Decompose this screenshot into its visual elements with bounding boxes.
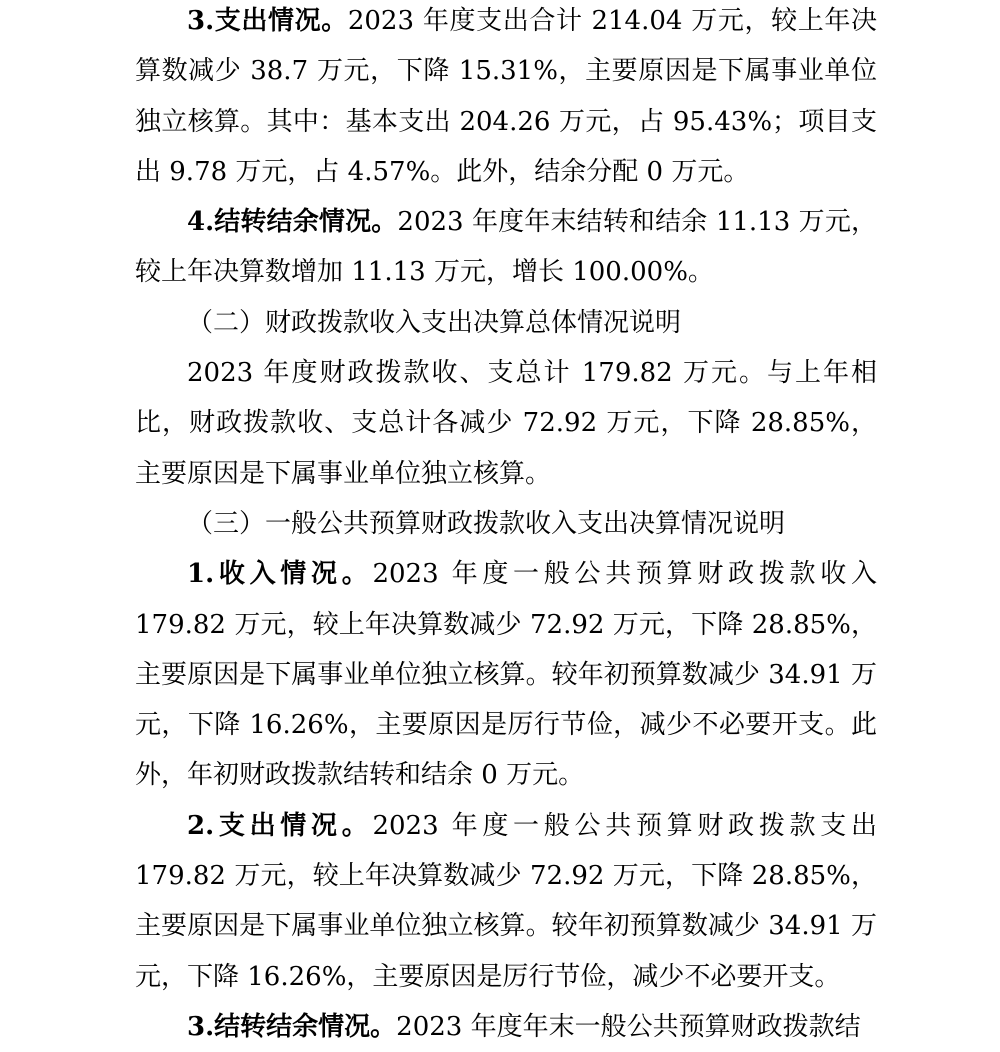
- section-heading-fiscal-total: （二）财政拨款收入支出决算总体情况说明: [187, 307, 682, 338]
- paragraph-body: 2023 年度年末一般公共预算财政拨款结: [396, 1011, 861, 1042]
- paragraph-title: 3.支出情况。: [187, 6, 348, 36]
- paragraph-body: 2023 年度支出合计 214.04 万元，较上年决算数减少 38.7 万元，下降 15.31%，主要原因是下属事业单位独立核算。其中：基本支出 204.26 万元，占 95.43%；项目支出 9.78 万元，占 4.57%。此外，结余分配 0 万元。: [135, 6, 877, 187]
- document-page: [135, 0, 877, 1052]
- section-heading-general-budget: （三）一般公共预算财政拨款收入支出决算情况说明: [187, 508, 786, 539]
- paragraph-body: 2023 年度年末结转和结余 11.13 万元，较上年决算数增加 11.13 万元，增长 100.00%。: [135, 207, 877, 288]
- paragraph-body: 2023 年度一般公共预算财政拨款支出 179.82 万元，较上年决算数减少 72.92 万元，下降 28.85%，主要原因是下属事业单位独立核算。较年初预算数减少 34.91 万元，下降 16.26%，主要原因是厉行节俭，减少不必要开支。: [135, 810, 877, 992]
- paragraph-general-income: [135, 549, 877, 800]
- paragraph-carryover: [135, 197, 877, 298]
- paragraph-title: 1.收入情况。: [187, 559, 373, 590]
- paragraph-body: 2023 年度一般公共预算财政拨款收入 179.82 万元，较上年决算数减少 72.92 万元，下降 28.85%，主要原因是下属事业单位独立核算。较年初预算数减少 34.91 万元，下降 16.26%，主要原因是厉行节俭，减少不必要开支。此外，年初财政拨款结转和结余 0 万元。: [135, 559, 877, 791]
- paragraph-title: 2.支出情况。: [187, 810, 373, 841]
- paragraph-title: 4.结转结余情况。: [187, 207, 398, 238]
- paragraph-expenditure: [135, 0, 877, 197]
- paragraph-general-expenditure: [135, 801, 877, 1002]
- paragraph-title: 3.结转结余情况。: [187, 1011, 397, 1042]
- paragraph-fiscal-total: 2023 年度财政拨款收、支总计 179.82 万元。与上年相比，财政拨款收、支总计各减少 72.92 万元，下降 28.85%，主要原因是下属事业单位独立核算。: [135, 358, 877, 489]
- paragraph-general-carryover: [135, 1002, 877, 1052]
